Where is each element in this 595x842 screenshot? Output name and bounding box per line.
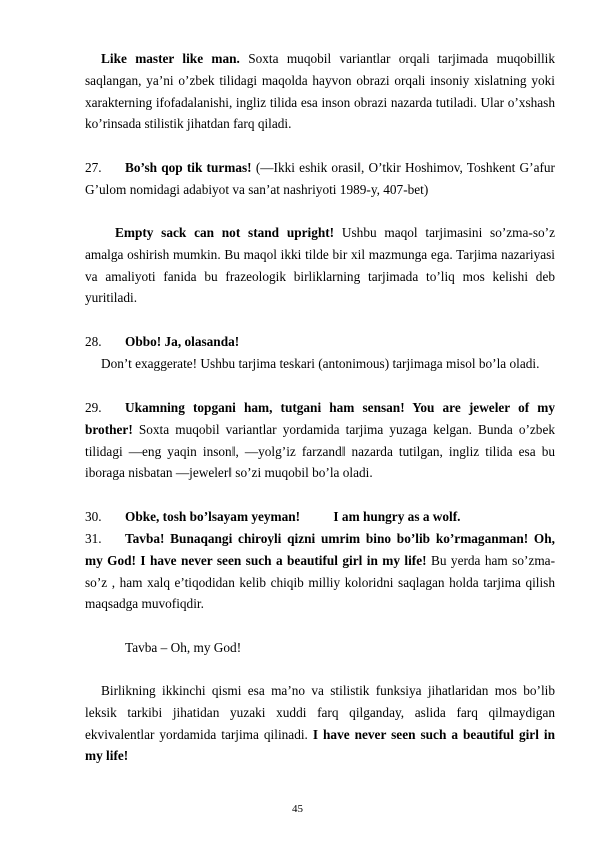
paragraph-dont-exaggerate: Don’t exaggerate! Ushbu tarjima teskari (antonimous) tarjimaga misol bo’la oladi. [101,356,540,371]
phrase-like-master: Like master like man. [101,51,240,66]
page-number: 45 [292,803,303,815]
tavba-line: Tavba – Oh, my God! [125,640,242,655]
item-29: 29. Ukamning topgani ham, tutgani ham sensan! You are jeweler of my brother! Soxta muqobil variantlar yordamida tarjima yuzaga kelgan. Bunda o’zbek tilidagi ―eng yaqin inson‖, ―yolg’iz farzand‖ nazarda tutilgan, ingliz tilida esa bu iboraga nisbatan ―jeweler‖ so’zi muqobil bo’la oladi. [85,400,555,481]
paragraph-like-master: Like master like man. Soxta muqobil variantlar orqali tarjimada muqobillik saqlangan, ya’ni o’zbek tilidagi maqolda hayvon obrazi orqali insoniy xislatning yoki xarakterning ifofadalanishi, ingliz tilida esa inson obrazi nazarda tutiladi. Ular o’xshash ko’rinsada stilistik jihatdan farq qiladi. [85,51,556,132]
item-27: 27. Bo’sh qop tik turmas! (―Ikki eshik orasi‖, O’tkir Hoshimov, Toshkent G’afur G’ulom nomidagi adabiyot va san’at nashriyoti 1989-y, 407-bet) [85,160,555,197]
paragraph-birlikning: Birlikning ikkinchi qismi esa ma’no va stilistik funksiya jihatlaridan mos bo’lib leksik tarkibi jihatidan yuzaki xuddi farq qilganday, aslida farq qilmaydigan ekvivalentlar yordamida tarjima qilinadi. I have never seen such a beautiful girl in my life! [85,683,555,764]
item-31: 31. Tavba! Bunaqangi chiroyli qizni umrim bino bo’lib ko’rmaganman! Oh, my God! I have never seen such a beautiful girl in my life! Bu yerda ham so’zma-so’z , ham xalq e’tiqodidan kelib chiqib milliy koloridni saqlagan holda tarjima qilish maqsadga muvofiqdir. [85,531,555,612]
item-28: 28. Obbo! Ja, olasanda! [85,334,240,349]
paragraph-empty-sack: Empty sack can not stand upright! Ushbu maqol tarjimasini so’zma-so’z amalga oshirish mumkin. Bu maqol ikki tilde bir xil mazmunga ega. Tarjima nazariyasi va amaliyoti fanida bu frazeologik birliklarning tarjimada to’liq mos kelishi deb yuritiladi. [85,225,556,306]
item-30: 30. Obke, tosh bo’lsayam yeyman! I am hungry as a wolf. [85,509,461,524]
